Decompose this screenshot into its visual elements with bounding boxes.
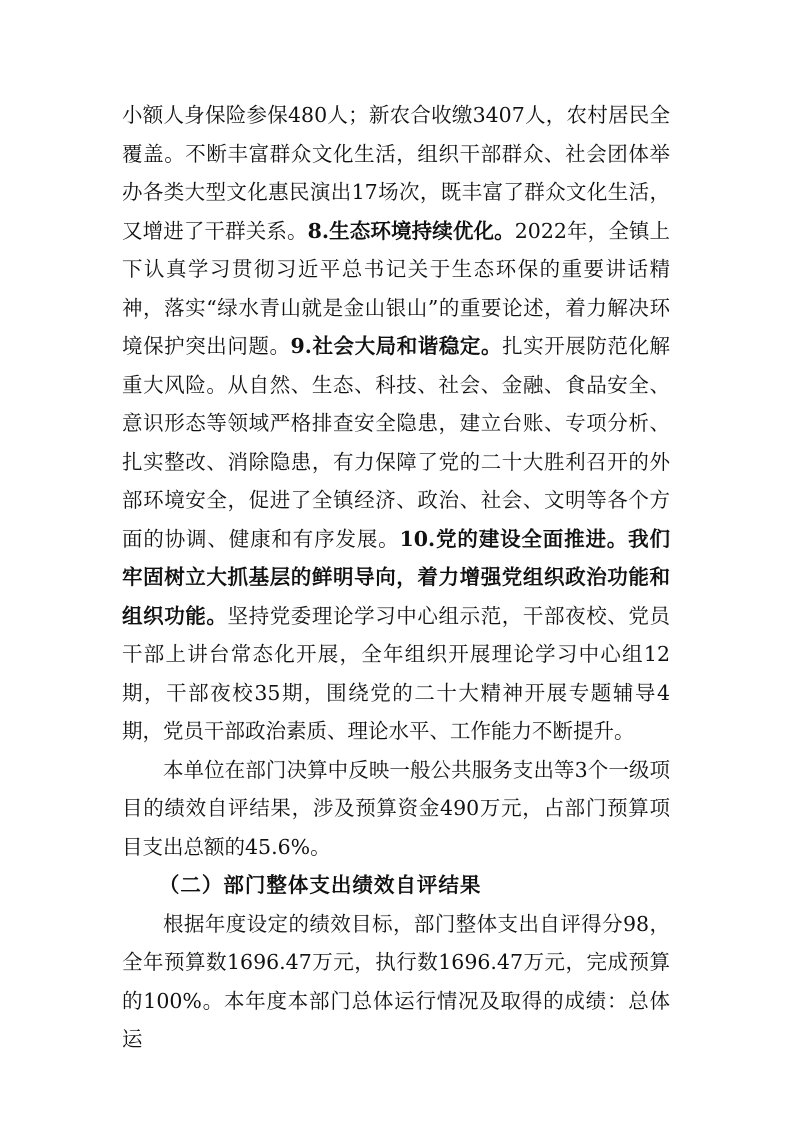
item-10-heading: 10.党的建设全面推进。我们牢固树立大抓基层的鲜明导向，着力增强党组织政治功能和组织功能。 — [122, 526, 670, 628]
document-page — [122, 96, 670, 1059]
paragraph-text: 小额人身保险参保480人；新农合收缴3407人，农村居民全覆盖。不断丰富群众文化生活，组织干部群众、社会团体举办各类大型文化惠民演出17场次，既丰富了群众文化生活，又增进了干群关系。 — [122, 103, 670, 243]
paragraph-text: 扎实开展防范化解重大风险。从自然、生态、科技、社会、金融、食品安全、意识形态等领域严格排查安全隐患，建立台账、专项分析、扎实整改、消除隐患，有力保障了党的二十大胜利召开的外部环境安全，促进了全镇经济、政治、社会、文明等各个方面的协调、健康和有序发展。 — [122, 334, 671, 551]
section-heading: （二）部门整体支出绩效自评结果 — [158, 873, 482, 897]
item-8-heading: 8.生态环境持续优化。 — [307, 218, 515, 243]
paragraph-text: 2022年，全镇上下认真学习贯彻习近平总书记关于生态环保的重要讲话精神，落实“绿水青山就是金山银山”的重要论述，着力解决环境保护突出问题。 — [122, 218, 671, 358]
paragraph-overall-results: 根据年度设定的绩效目标，部门整体支出自评得分98，全年预算数1696.47万元，执行数1696.47万元，完成预算的100%。本年度本部门总体运行情况及取得的成绩：总体运 — [122, 911, 670, 1051]
item-9-heading: 9.社会大局和谐稳定。 — [290, 334, 503, 358]
paragraph-achievements — [122, 96, 670, 751]
paragraph-text: 坚持党委理论学习中心组示范，干部夜校、党员干部上讲台常态化开展，全年组织开展理论学习中心组12期，干部夜校35期，围绕党的二十大精神开展专题辅导4期，党员干部政治素质、理论水平、工作能力不断提升。 — [122, 603, 670, 743]
paragraph-project-results: 本单位在部门决算中反映一般公共服务支出等3个一级项目的绩效自评结果，涉及预算资金490万元，占部门预算项目支出总额的45.6%。 — [122, 757, 670, 859]
